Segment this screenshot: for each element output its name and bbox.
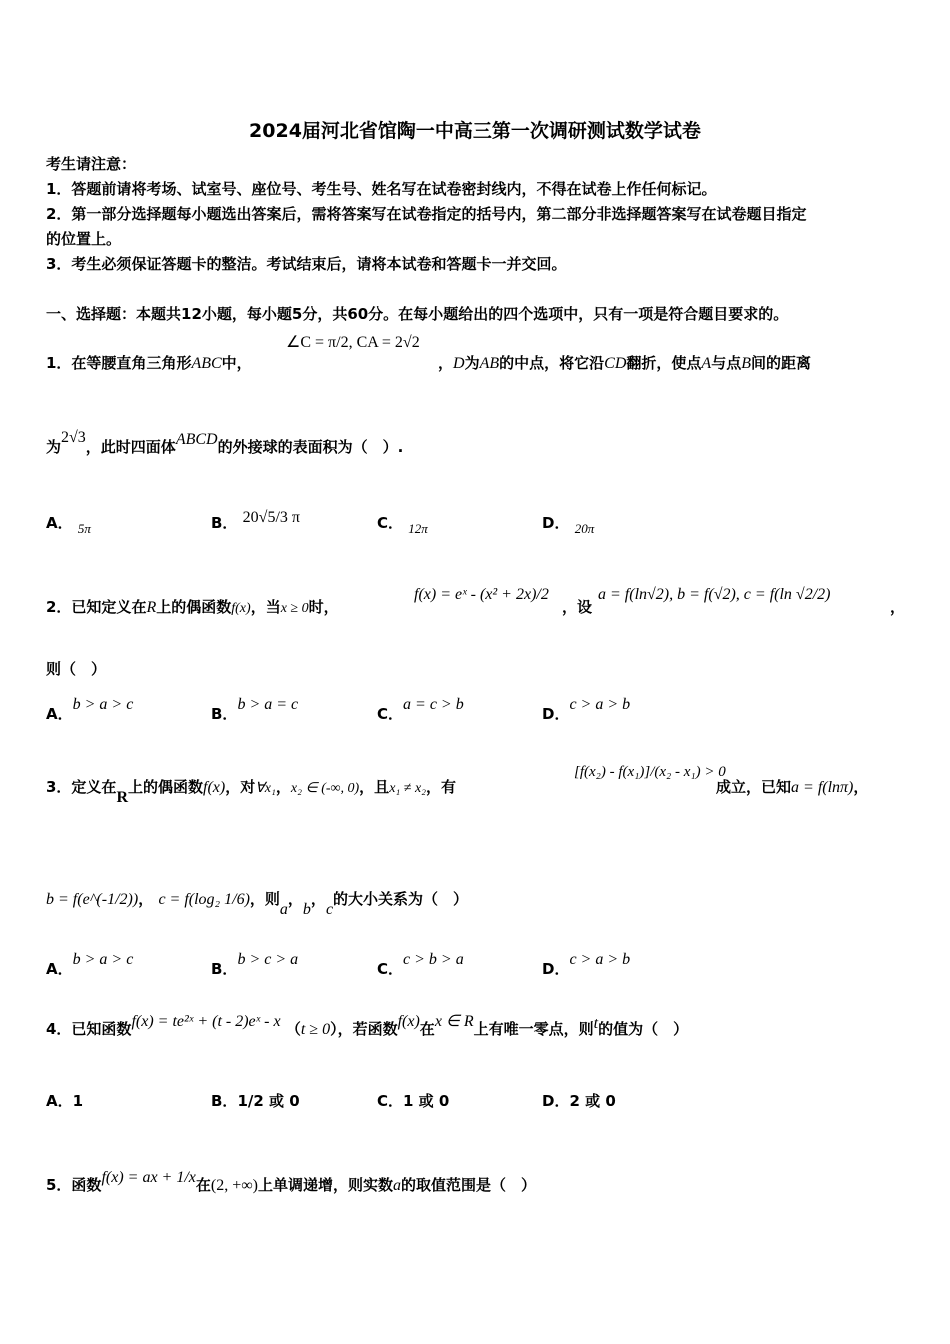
q1-text-part: 的外接球的表面积为（ ）. xyxy=(217,438,404,456)
option-label: A． xyxy=(46,705,73,723)
q1-text-part: 为 xyxy=(464,354,480,372)
option-value: b > a > c xyxy=(72,696,134,713)
option-value: b > c > a xyxy=(237,951,299,968)
option-value: 1/2 或 0 xyxy=(237,1092,300,1110)
q3-text-part: ， xyxy=(853,778,869,796)
q3-text-line2 xyxy=(46,888,469,918)
q2-text-part: ， xyxy=(890,598,906,616)
q1-option-d[interactable] xyxy=(542,512,595,536)
option-value: c > a > b xyxy=(569,696,631,713)
q2-math: x ≥ 0 xyxy=(280,601,309,616)
q2-math: R xyxy=(146,599,157,616)
q4-text-part: ），若函数 xyxy=(330,1020,398,1038)
q3-text xyxy=(716,776,868,797)
q3-monotone-math: [f(x₂) - f(x₁)]/(x₂ - x₁) > 0 xyxy=(574,764,726,780)
q1-math: AB xyxy=(479,355,500,372)
q1-text-part: 为 xyxy=(46,438,62,456)
q2-text-part: ，设 xyxy=(562,598,593,616)
option-value: 1 或 0 xyxy=(403,1092,450,1110)
q2-option-a[interactable] xyxy=(46,696,134,724)
q3-math: c = f(log₂ 1/6) xyxy=(158,891,250,908)
q4-text xyxy=(46,1013,689,1039)
option-value: 2 或 0 xyxy=(569,1092,616,1110)
option-label: C． xyxy=(377,960,404,978)
q2-option-b[interactable] xyxy=(211,696,299,724)
notice-heading: 考生请注意： xyxy=(46,155,137,173)
q3-text-part: ， xyxy=(138,890,154,908)
q2-text-part: 上的偶函数 xyxy=(156,598,232,616)
q3-math: c xyxy=(325,901,334,918)
q4-text-part: （ xyxy=(285,1020,301,1038)
q5-text-part: 在 xyxy=(195,1176,211,1194)
q1-option-a[interactable] xyxy=(46,512,91,536)
q3-math: f(x) xyxy=(203,779,226,796)
q3-math: x₂ ∈ (-∞, 0) xyxy=(290,781,360,796)
notice-item: 的位置上。 xyxy=(46,230,122,248)
option-label: D． xyxy=(542,960,570,978)
q1-text-part: ，此时四面体 xyxy=(85,438,176,456)
q1-math: 2√3 xyxy=(61,429,86,446)
q3-text-part: ，对 xyxy=(225,778,256,796)
q5-math: a xyxy=(393,1177,402,1194)
q5-text xyxy=(46,1169,537,1195)
q3-text xyxy=(46,776,457,806)
q1-text-line2 xyxy=(46,429,404,457)
q3-option-b[interactable] xyxy=(211,951,299,979)
q2-abc-math: a = f(ln√2), b = f(√2), c = f(ln √2/2) xyxy=(598,586,831,603)
option-label: D． xyxy=(542,705,570,723)
option-label: B． xyxy=(211,960,238,978)
q4-math: t ≥ 0 xyxy=(300,1021,331,1038)
q2-text-part: ，当 xyxy=(250,598,281,616)
q4-option-d[interactable] xyxy=(542,1090,616,1111)
q1-text-part: 与点 xyxy=(711,354,742,372)
q3-text-part: 3．定义在 xyxy=(46,778,117,796)
q5-text-part: 的取值范围是（ ） xyxy=(401,1176,537,1194)
notice-item: 2．第一部分选择题每小题选出答案后，需将答案写在试卷指定的括号内，第二部分非选择题答案写在试卷题目指定 xyxy=(46,205,807,223)
q4-text-part: 在 xyxy=(419,1020,435,1038)
q4-math: f(x) xyxy=(397,1013,420,1030)
q3-text-part: 上的偶函数 xyxy=(128,778,204,796)
q3-math: b xyxy=(302,901,311,918)
q5-text-part: 上单调递增，则实数 xyxy=(258,1176,394,1194)
q2-math: f(x) xyxy=(231,601,251,616)
section-heading: 一、选择题：本题共12小题，每小题5分，共60分。在每小题给出的四个选项中，只有一项是符合题目要求的。 xyxy=(46,305,789,323)
q2-text xyxy=(46,596,339,617)
option-label: D． xyxy=(542,1092,570,1110)
option-label: A． xyxy=(46,960,73,978)
option-value: 20π xyxy=(574,521,595,536)
option-value: c > a > b xyxy=(569,951,631,968)
q1-option-c[interactable] xyxy=(377,512,428,536)
q3-text-part: ， xyxy=(275,778,291,796)
q1-math: ABC xyxy=(191,355,222,372)
option-value: 1 xyxy=(72,1092,84,1110)
q1-text-part: 1．在等腰直角三角形 xyxy=(46,354,192,372)
q1-text xyxy=(438,352,811,373)
option-label: D． xyxy=(542,514,570,532)
q1-text-part: 的中点，将它沿 xyxy=(499,354,605,372)
option-label: B． xyxy=(211,1092,238,1110)
q3-math: a = f(lnπ) xyxy=(791,779,854,796)
option-value: 5π xyxy=(77,521,91,536)
page-title: 2024届河北省馆陶一中高三第一次调研测试数学试卷 xyxy=(249,120,701,142)
q4-text-part: 4．已知函数 xyxy=(46,1020,132,1038)
q5-text-part: 5．函数 xyxy=(46,1176,102,1194)
option-label: C． xyxy=(377,705,404,723)
notice-item: 3．考生必须保证答题卡的整洁。考试结束后，请将本试卷和答题卡一并交回。 xyxy=(46,255,567,273)
option-label: C． xyxy=(377,1092,404,1110)
q1-text-part: 翻折，使点 xyxy=(626,354,702,372)
q4-math: t xyxy=(593,1015,599,1032)
option-label: C． xyxy=(377,514,404,532)
option-label: B． xyxy=(211,514,238,532)
q1-option-b[interactable] xyxy=(211,509,300,533)
option-value: c > b > a xyxy=(403,951,464,968)
q3-text-part: ， xyxy=(310,890,326,908)
q1-text-part: 中， xyxy=(221,354,252,372)
q3-math: x₁ ≠ x₂ xyxy=(389,781,427,796)
q3-option-d[interactable] xyxy=(542,951,631,979)
q2-option-d[interactable] xyxy=(542,696,631,724)
q3-math: b = f(e^(-1/2)) xyxy=(46,891,139,908)
q1-math: ABCD xyxy=(175,431,218,448)
q4-math: x ∈ R xyxy=(434,1013,474,1030)
q2-text xyxy=(562,596,592,617)
q3-text-part: 成立，已知 xyxy=(716,778,792,796)
q3-text-part: ，且 xyxy=(359,778,390,796)
q4-text-part: 的值为（ ） xyxy=(598,1020,689,1038)
q1-math: A xyxy=(701,355,712,372)
q2-function-math: f(x) = eˣ - (x² + 2x)/2 xyxy=(414,586,549,603)
q3-math: a xyxy=(279,901,288,918)
q3-option-c[interactable] xyxy=(377,951,464,979)
q2-text-line2: 则（ ） xyxy=(46,660,107,678)
q3-text-part: ，则 xyxy=(249,890,280,908)
q3-math: ∀x₁ xyxy=(255,781,276,796)
option-value: a = c > b xyxy=(403,696,464,713)
option-label: A． xyxy=(46,514,73,532)
q3-text-part: ， xyxy=(287,890,303,908)
q5-math: (2, +∞) xyxy=(210,1177,258,1194)
q1-math: D xyxy=(453,355,465,372)
q1-math: B xyxy=(741,355,751,372)
q3-text-part: 的大小关系为（ ） xyxy=(333,890,469,908)
q4-option-b[interactable] xyxy=(211,1090,300,1111)
option-value: b > a = c xyxy=(237,696,299,713)
q2-text-part: 时， xyxy=(308,598,339,616)
q4-option-c[interactable] xyxy=(377,1090,449,1111)
option-label: B． xyxy=(211,705,238,723)
q1-math: CD xyxy=(604,355,627,372)
q4-option-a[interactable] xyxy=(46,1090,83,1111)
q2-option-c[interactable] xyxy=(377,696,464,724)
q5-math: f(x) = ax + 1/x xyxy=(101,1169,196,1186)
q1-condition-math: ∠C = π/2, CA = 2√2 xyxy=(286,334,420,351)
q4-math: f(x) = te²ˣ + (t - 2)eˣ - x xyxy=(131,1013,281,1030)
q3-math: R xyxy=(116,789,128,806)
q2-text xyxy=(890,596,905,617)
q1-text-part: 间的距离 xyxy=(750,354,811,372)
q4-text-part: 上有唯一零点，则 xyxy=(473,1020,594,1038)
option-value: b > a > c xyxy=(72,951,134,968)
q1-text xyxy=(46,352,252,373)
q2-text-part: 2．已知定义在 xyxy=(46,598,147,616)
q3-text-part: ，有 xyxy=(426,778,457,796)
option-value: 20√5/3 π xyxy=(242,509,300,526)
option-label: A． xyxy=(46,1092,73,1110)
notice-item: 1．答题前请将考场、试室号、座位号、考生号、姓名写在试卷密封线内，不得在试卷上作任何标记。 xyxy=(46,180,717,198)
option-value: 12π xyxy=(408,521,428,536)
q3-option-a[interactable] xyxy=(46,951,134,979)
q1-text-part: ， xyxy=(438,354,454,372)
